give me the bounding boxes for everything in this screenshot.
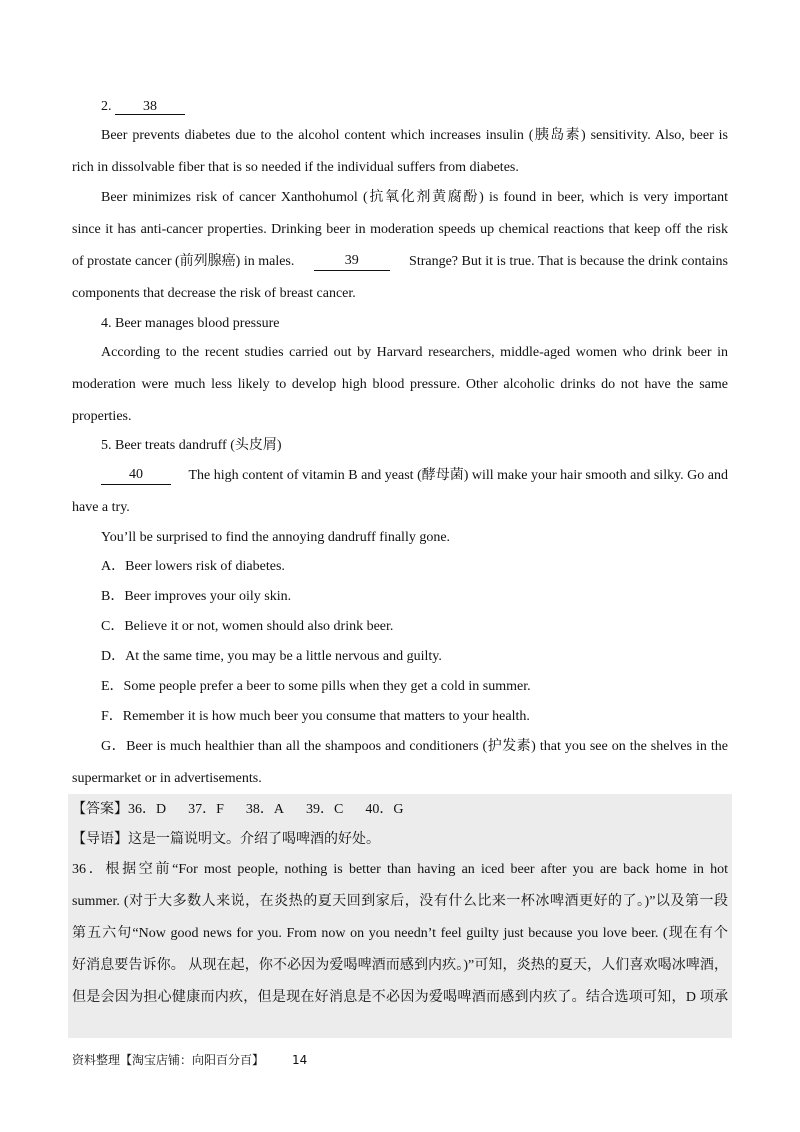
paragraph-line: have a try. — [72, 500, 130, 515]
answer-line — [72, 801, 728, 819]
paragraph-text: Strange? But it is true. That is because the drink contains — [409, 254, 728, 269]
paragraph-line: moderation were much less likely to develop high blood pressure. Other alcoholic drinks do not have the same — [72, 377, 728, 392]
question-heading-2: 2. 38 — [101, 98, 728, 116]
paragraph-line: Beer minimizes risk of cancer Xanthohumol (抗氧化剂黄腐酚) is found in beer, which is very important — [101, 190, 728, 205]
section-heading-4: 4. Beer manages blood pressure — [101, 316, 280, 331]
paragraph-line: components that decrease the risk of breast cancer. — [72, 286, 356, 301]
option-a: A．Beer lowers risk of diabetes. — [101, 559, 285, 574]
option-d: D．At the same time, you may be a little nervous and guilty. — [101, 649, 442, 664]
section-heading-5: 5. Beer treats dandruff (头皮屑) — [101, 438, 282, 453]
paragraph-text: of prostate cancer (前列腺癌) in males. — [72, 254, 295, 269]
page-number: 14 — [292, 1053, 308, 1067]
answer-label: 【答案】 — [72, 802, 128, 817]
answer-item: 40．G — [365, 802, 404, 817]
analysis-line: 第五六句“Now good news for you. From now on you needn’t feel guilty just because you love beer. (现在有个 — [72, 926, 728, 941]
answer-item: 39．C — [306, 802, 344, 817]
answer-item: 38．A — [245, 802, 285, 817]
analysis-line: summer. (对于大多数人来说，在炎热的夏天回到家后，没有什么比来一杯冰啤酒更好的了。)”以及第一段 — [72, 894, 728, 909]
paragraph-line: Beer prevents diabetes due to the alcohol content which increases insulin (胰岛素) sensitivity. Also, beer is — [101, 128, 728, 143]
answer-blank-40: 40 — [101, 467, 171, 485]
answer-blank-39: 39 — [314, 253, 390, 271]
page-footer — [72, 1052, 307, 1068]
option-c: C．Believe it or not, women should also drink beer. — [101, 619, 394, 634]
analysis-line: 好消息要告诉你。 从现在起，你不必因为爱喝啤酒而感到内疚。)”可知，炎热的夏天，人们喜欢喝冰啤酒， — [72, 958, 728, 973]
paragraph-line: since it has anti-cancer properties. Drinking beer in moderation speeds up chemical reactions that keep off the risk — [72, 222, 728, 237]
analysis-line: 36．根据空前“For most people, nothing is better than having an iced beer after you are back home in hot — [72, 862, 728, 877]
answer-item: 37．F — [188, 802, 224, 817]
answer-item: 36．D — [128, 802, 167, 817]
option-g: G．Beer is much healthier than all the shampoos and conditioners (护发素) that you see on the shelves in the — [101, 739, 728, 754]
option-f: F．Remember it is how much beer you consume that matters to your health. — [101, 709, 530, 724]
option-e: E．Some people prefer a beer to some pills when they get a cold in summer. — [101, 679, 531, 694]
option-g-continued: supermarket or in advertisements. — [72, 771, 262, 786]
footer-source: 资料整理【淘宝店铺：向阳百分百】 — [72, 1053, 265, 1067]
option-b: B．Beer improves your oily skin. — [101, 589, 292, 604]
paragraph-text: The high content of vitamin B and yeast (酵母菌) will make your hair smooth and silky. Go and — [188, 468, 728, 483]
paragraph-line: You’ll be surprised to find the annoying dandruff finally gone. — [101, 530, 451, 545]
paragraph-line: rich in dissolvable fiber that is so needed if the individual suffers from diabetes. — [72, 160, 519, 175]
guide-line: 【导语】这是一篇说明文。介绍了喝啤酒的好处。 — [72, 832, 380, 847]
paragraph-line — [101, 467, 728, 485]
paragraph-line: According to the recent studies carried out by Harvard researchers, middle-aged women who drink beer in — [101, 345, 728, 360]
analysis-line: 但是会因为担心健康而内疚，但是现在好消息是不必因为爱喝啤酒而感到内疚了。结合选项可知，D 项承 — [72, 990, 728, 1005]
paragraph-line — [72, 253, 728, 271]
answer-blank-38: 38 — [115, 99, 185, 115]
paragraph-line: properties. — [72, 409, 132, 424]
